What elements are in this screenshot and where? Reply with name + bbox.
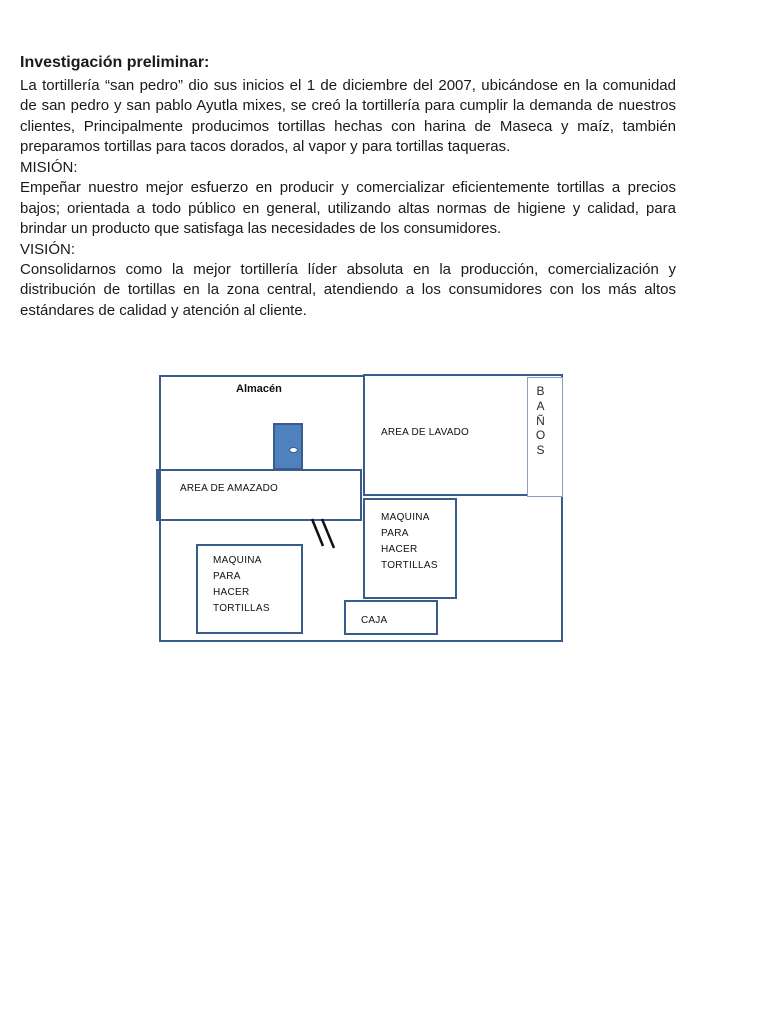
mision-line: brindar un producto que satisfaga las necesidades de los consumidores. [20,220,502,238]
mision-line: Empeñar nuestro mejor esfuerzo en producir y comercializar eficientemente tortillas a precios [20,179,676,197]
floor-plan-diagram [150,365,570,650]
tortilla-machine-label [213,553,270,617]
mision-heading: MISIÓN: [20,158,78,176]
banos-room [527,377,563,497]
entrance-marks [305,513,340,553]
tortilla-machine-label-line: PARA [213,571,241,582]
storage-door [273,423,303,470]
door-knob [289,447,298,453]
vision-line: Consolidarnos como la mejor tortillería líder absoluta en la producción, comercialización y [20,260,676,278]
vision-line: estándares de calidad y atención al cliente. [20,301,307,319]
intro-line: de san pedro y san pablo Ayutla mixes, se creó la tortillería para cumplir la demanda de nuestros [20,97,676,115]
vision-line: distribución de tortillas en la zona central, atendiendo a los consumidores con los más altos [20,281,676,299]
intro-paragraph [20,76,676,158]
tortilla-machine-label-line: HACER [213,587,250,598]
tortilla-machine-label-line: HACER [381,544,418,555]
vision-paragraph [20,260,676,321]
tortilla-machine-label [381,510,438,574]
tortilla-machine-left [196,544,303,634]
tortilla-machine-right [363,498,457,599]
vision-heading: VISIÓN: [20,240,76,258]
page-title: Investigación preliminar: [20,54,210,71]
mision-line: bajos; orientada a todo público en general, utilizando altas normas de higiene y calidad, para [20,199,676,217]
intro-line: preparamos tortillas para tacos dorados, al vapor y para tortillas taqueras. [20,138,511,156]
tortilla-machine-label-line: TORTILLAS [381,560,438,571]
area-lavado-label: AREA DE LAVADO [381,427,470,438]
tortilla-machine-label-line: MAQUINA [213,555,262,566]
tortilla-machine-label-line: PARA [381,528,409,539]
caja-label: CAJA [361,615,388,626]
intro-line: clientes, Principalmente producimos tortillas hechas con harina de Maseca y maíz, también [20,117,676,135]
intro-line: La tortillería “san pedro” dio sus inicios el 1 de diciembre del 2007, ubicándose en la comunidad [20,77,676,94]
caja-box [344,600,438,635]
document-body [20,76,676,321]
entrance-line [312,519,323,546]
mision-paragraph [20,178,676,239]
tortilla-machine-label-line: MAQUINA [381,512,430,523]
almacen-label: Almacén [236,383,282,395]
banos-label: BAÑOS [535,384,546,458]
tortilla-machine-label-line: TORTILLAS [213,603,270,614]
area-amazado-label: AREA DE AMAZADO [180,483,279,494]
entrance-line [322,519,334,548]
